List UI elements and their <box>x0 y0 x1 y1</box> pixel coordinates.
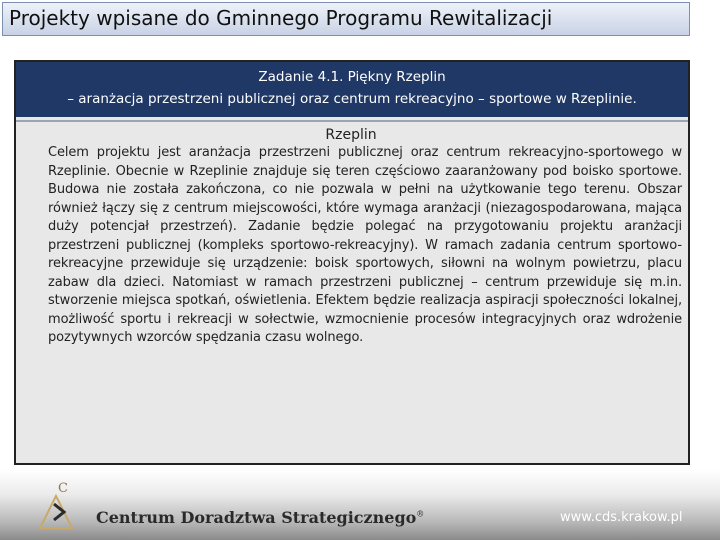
task-description: Celem projektu jest aranżacja przestrzeni publicznej oraz centrum rekreacyjno-sportowego w Rzeplinie. Obecnie w Rzeplinie znajduje się teren częściowo zaaranżowany pod boisko sportowe. Budowa nie została zakończona, co nie pozwala w pełni na użytkowanie tego terenu. Obszar również łączy się z centrum miejscowości, które wymaga aranżacji (niezagospodarowana, mająca duży potencjał przestrzeń). Zadanie będzie polegać na przygotowaniu projektu aranżacji przestrzeni publicznej (kompleks sportowo-rekreacyjny). W ramach zadania centrum sportowo-rekreacyjne przewiduje się urządzenie: boisk sportowych, siłowni na wolnym powietrzu, placu zabaw dla dzieci. Natomiast w ramach przestrzeni publicznej – centrum przewiduje się m.in. stworzenie miejsca spotkań, oświetlenia. Efektem będzie realizacja aspiracji społeczności lokalnej, możliwość sportu i rekreacji w sołectwie, wzmocnienie procesów integracyjnych oraz wdrożenie pozytywnych wzorców spędzania czasu wolnego. <box>48 145 682 345</box>
slide-title-bar <box>2 2 690 36</box>
footer-brand: Centrum Doradztwa Strategicznego® <box>96 508 425 527</box>
cds-logo-icon <box>34 478 78 534</box>
task-panel <box>14 60 690 465</box>
task-subtitle: – aranżacja przestrzeni publicznej oraz centrum rekreacyjno – sportowe w Rzeplinie. <box>67 91 637 107</box>
footer <box>0 470 720 540</box>
logo-letter: C <box>58 481 68 496</box>
slide-title: Projekty wpisane do Gminnego Programu Rewitalizacji <box>9 6 553 30</box>
task-header <box>16 62 688 117</box>
task-location: Rzeplin <box>325 127 377 143</box>
registered-mark: ® <box>416 509 425 519</box>
footer-url[interactable]: www.cds.krakow.pl <box>560 510 683 525</box>
task-body <box>16 120 688 463</box>
task-title: Zadanie 4.1. Piękny Rzeplin <box>258 69 446 85</box>
